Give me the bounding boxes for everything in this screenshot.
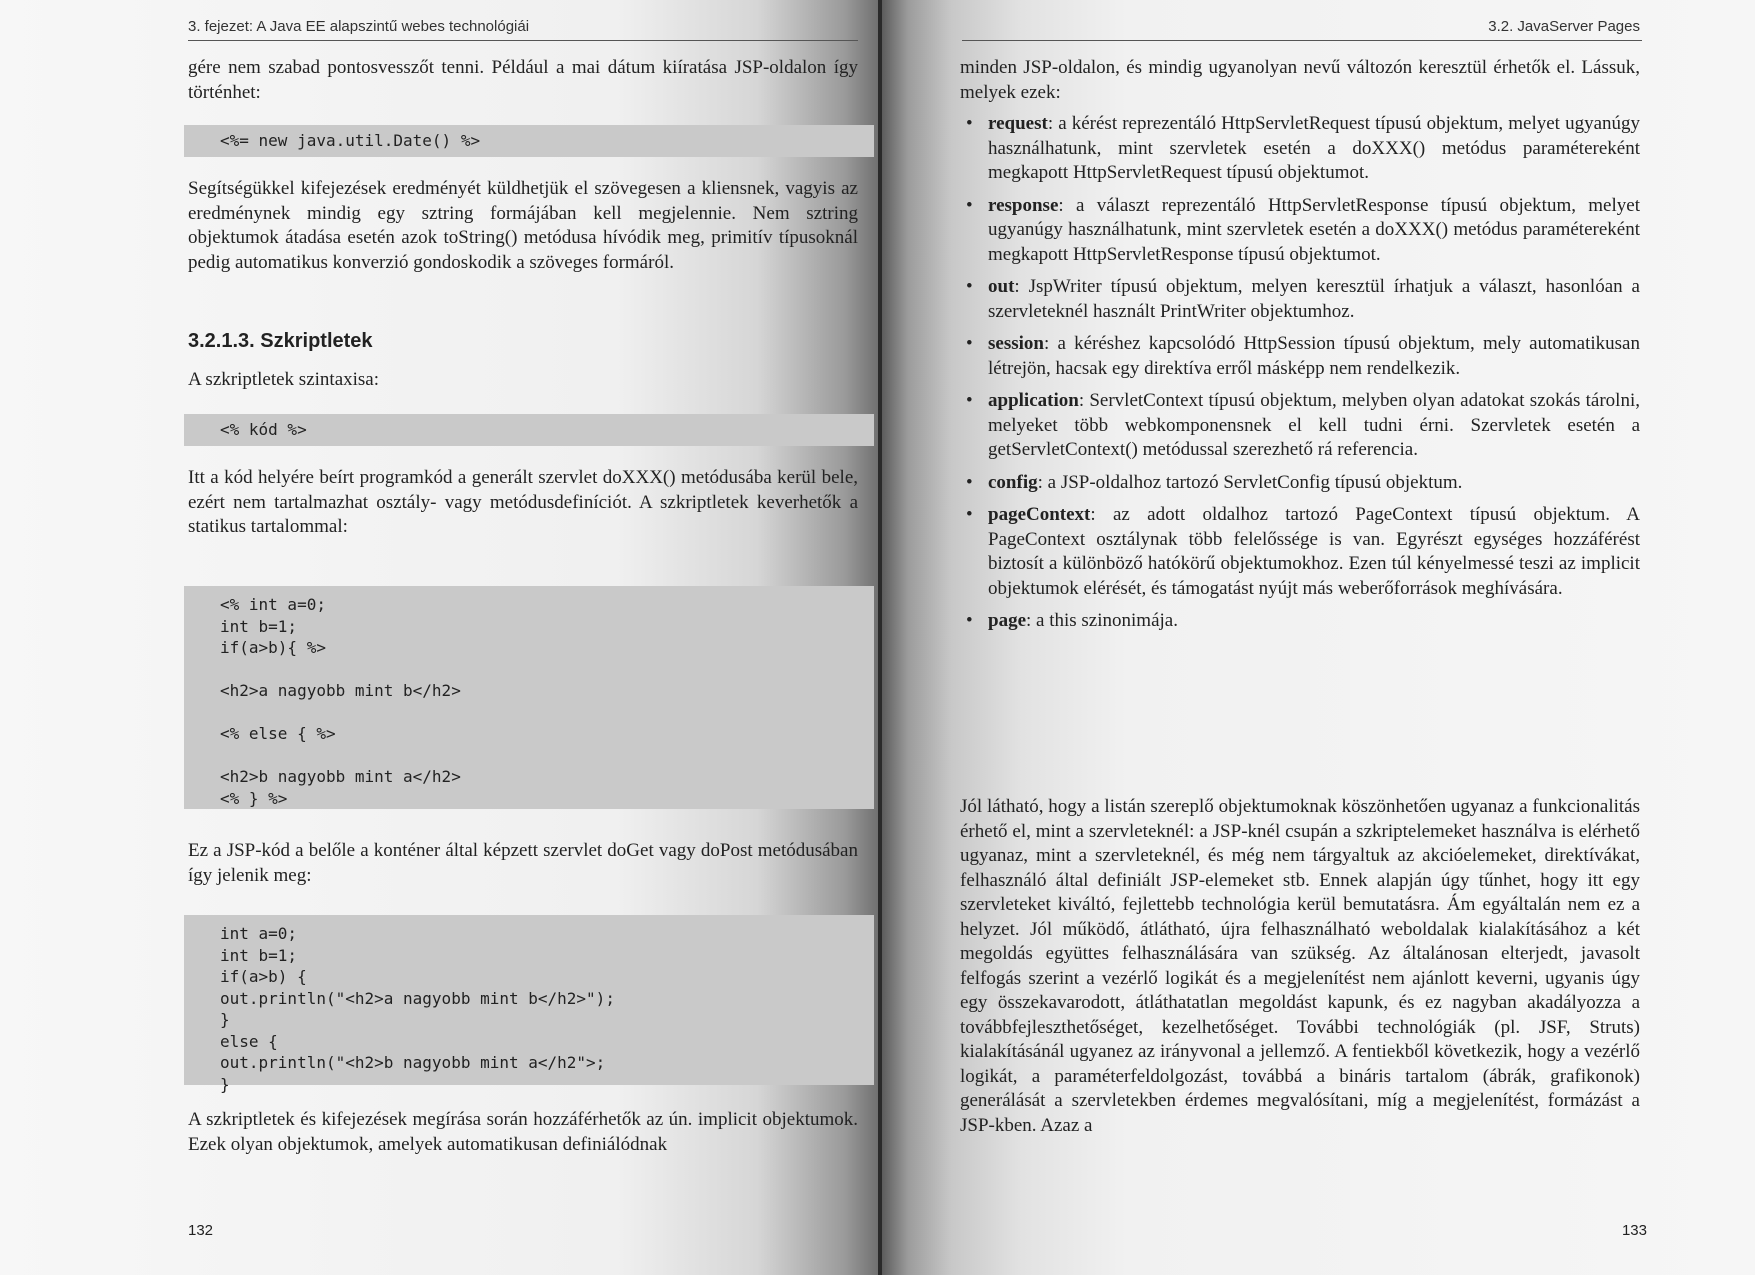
section-title-szkriptletek: 3.2.1.3. Szkriptletek <box>188 330 373 352</box>
header-rule-left <box>188 40 858 41</box>
header-rule-right <box>962 40 1642 41</box>
paragraph-implicit-objects: A szkriptletek és kifejezések megírása során hozzáférhetők az ún. implicit objektumok. Ezek olyan objektumok, amelyek automatikusan definiálódnak <box>188 1109 858 1155</box>
list-item <box>960 471 1640 496</box>
list-text: : ServletContext típusú objektum, melyben olyan adatokat szokás tárolni, melyeket több webkomponensnek el kell tudni érni. Szervletek esetén a getServletContext() metódussal szerezhető rá referencia. <box>988 390 1640 460</box>
list-text: : a választ reprezentáló HttpServletResponse típusú objektum, melyet ugyanúgy használhatunk, mint szervletek esetén a doXXX() metódus paramétereként megkapott HttpServletResponse típusú objektumot. <box>988 194 1640 265</box>
list-text: : a kéréshez kapcsolódó HttpSession típusú objektum, mely automatikusan létrejön, hacsak egy direktíva erről másképp nem rendelkezik. <box>988 333 1640 379</box>
list-text: : a this szinonimája. <box>1026 610 1178 631</box>
running-head-right: 3.2. JavaServer Pages <box>1488 18 1640 35</box>
list-item <box>960 503 1640 601</box>
list-term: out <box>988 276 1015 297</box>
closing-paragraph: Jól látható, hogy a listán szereplő objektumoknak köszönhetően ugyanaz a funkcionalitás érhető el, mint a szervleteknél: a JSP-knél csupán a szkriptelemeket használva is elérhető ugyanaz, mint a szervleteknél, és még nem tárgyaltuk az akcióelemeket, direktívákat, felhasználó által definiált JSP-elemeket stb. Ennek alapján úgy tűnhet, hogy itt egy szervleteket kiváltó, fejlettebb technológia kerül bemutatásra. Ám egyáltalán nem ez a helyzet. Jól működő, átlátható, újra felhasználható weboldalak kialakításához a két megoldás együttes felhasználására van szükség. Az általánosan elterjedt, javasolt felfogás szerint a vezérlő logikát és a megjelenítést nem ajánlott keverni, ugyanis úgy egy összekavarodott, átláthatatlan megoldást kapunk, és ez nagyban akadályozza a továbbfejleszthetőséget, kezelhetőséget. További technológiák (pl. JSF, Struts) kialakításánál ugyanez az irányvonal a jellemző. A fentiekből következik, hogy a vezérlő logikát, a paraméterfeldolgozást, továbbá a bináris tartalom (ábrák, grafikonok) generálását a szervletekben érdemes megvalósítani, míg a megjelenítést, formázást a JSP-kben. Azaz a <box>960 796 1640 1136</box>
list-item <box>960 112 1640 186</box>
list-term: response <box>988 194 1059 216</box>
intro-paragraph-left: gére nem szabad pontosvesszőt tenni. Például a mai dátum kiíratása JSP-oldalon így történhet: <box>188 57 858 103</box>
code-block-jsp-scriptlet: <% int a=0; int b=1; if(a>b){ %> <h2>a nagyobb mint b</h2> <% else { %> <h2>b nagyobb mint a</h2> <% } %> <box>184 586 874 809</box>
intro-paragraph-right: minden JSP-oldalon, és mindig ugyanolyan nevű változón keresztül érhetők el. Lássuk, melyek ezek: <box>960 57 1640 103</box>
list-term: page <box>988 610 1026 631</box>
list-term: pageContext <box>988 504 1091 525</box>
list-item <box>960 275 1640 324</box>
list-item <box>960 389 1640 463</box>
list-text: : a JSP-oldalhoz tartozó ServletConfig típusú objektum. <box>1037 471 1463 493</box>
list-text: : a kérést reprezentáló HttpServletRequest típusú objektum, melyet ugyanúgy használhatunk, mint szervletek esetén a doXXX() metódus paramétereként megkapott HttpServletRequest típusú objektumot. <box>988 113 1640 183</box>
code-block-expression: <%= new java.util.Date() %> <box>184 125 874 157</box>
page-number-right: 133 <box>1621 1222 1647 1239</box>
page-number-left: 132 <box>188 1222 214 1239</box>
list-term: request <box>988 113 1048 134</box>
list-text: : az adott oldalhoz tartozó PageContext típusú objektum. A PageContext osztálynak több felelőssége is van. Egyrészt egységes hozzáférést biztosít a különböző hatókörű objektumokhoz. Ezen túl kényelmessé teszi az implicit objektumok elérését, és támogatást nyújt más weberőforrások meghívására. <box>988 504 1640 599</box>
paragraph-doget: Ez a JSP-kód a belőle a konténer által képzett szervlet doGet vagy doPost metódusában így jelenik meg: <box>188 840 858 886</box>
running-head-left: 3. fejezet: A Java EE alapszintű webes technológiái <box>188 18 530 35</box>
syntax-intro: A szkriptletek szintaxisa: <box>188 369 380 390</box>
implicit-objects-list <box>960 112 1640 642</box>
paragraph-tostring: Segítségükkel kifejezések eredményét küldhetjük el szövegesen a kliensnek, vagyis az eredménynek mindig egy sztring formájában kell megjelennie. Nem sztring objektumok átadása esetén azok toString() metódusa hívódik meg, primitív típusoknál pedig automatikus konverzió gondoskodik a szöveges formáról. <box>188 178 858 273</box>
list-term: config <box>988 471 1038 493</box>
right-page <box>882 0 1755 1275</box>
list-item <box>960 332 1640 381</box>
list-item <box>960 609 1640 634</box>
list-text: : JspWriter típusú objektum, melyen keresztül írhatjuk a választ, hasonlóan a szervleteknél használt PrintWriter objektumhoz. <box>988 276 1640 322</box>
paragraph-scriptlet-explained: Itt a kód helyére beírt programkód a generált szervlet doXXX() metódusába kerül bele, ezért nem tartalmazhat osztály- vagy metódusdefiníciót. A szkriptletek keverhetők a statikus tartalommal: <box>188 467 858 537</box>
list-term: application <box>988 390 1079 411</box>
list-item <box>960 194 1640 268</box>
list-term: session <box>988 333 1044 354</box>
code-block-servlet: int a=0; int b=1; if(a>b) { out.println("<h2>a nagyobb mint b</h2>"); } else { out.println("<h2>b nagyobb mint a</h2">; } <box>184 915 874 1085</box>
code-block-syntax: <% kód %> <box>184 414 874 446</box>
